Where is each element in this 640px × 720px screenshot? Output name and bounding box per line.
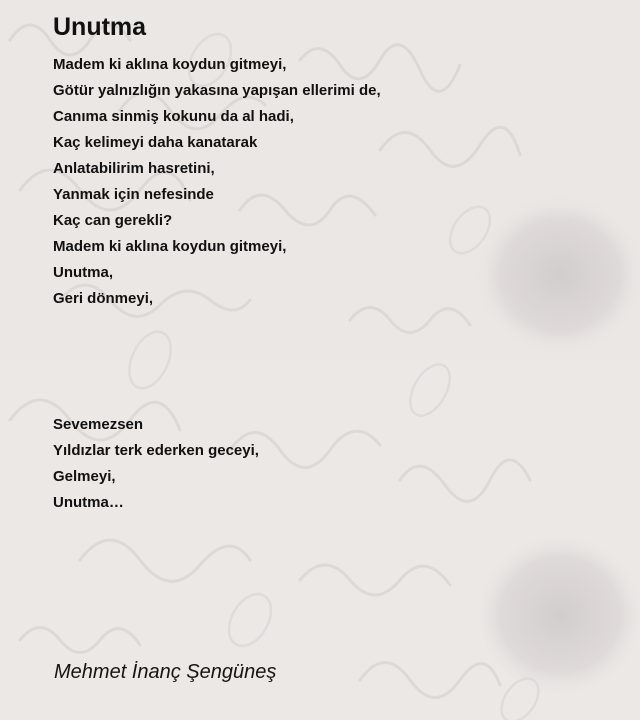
stanza-2 xyxy=(53,412,259,516)
poem-line: Kaç can gerekli? xyxy=(53,212,173,229)
poem-line: Anlatabilirim hasretini, xyxy=(53,160,215,177)
poem-title: Unutma xyxy=(53,13,147,41)
poem-line: Geri dönmeyi, xyxy=(53,290,154,307)
poem-line: Madem ki aklına koydun gitmeyi, xyxy=(53,238,287,255)
poem-line: Sevemezsen xyxy=(53,416,144,433)
poem-line: Götür yalnızlığın yakasına yapışan ellerimi de, xyxy=(53,82,381,99)
poem-line: Canıma sinmiş kokunu da al hadi, xyxy=(53,108,294,125)
poem-line: Madem ki aklına koydun gitmeyi, xyxy=(53,56,287,73)
poem-author: Mehmet İnanç Şengüneş xyxy=(54,661,277,683)
poem-line: Unutma, xyxy=(53,264,113,281)
poem-line: Yanmak için nefesinde xyxy=(53,186,214,203)
stanza-1 xyxy=(53,52,381,312)
poem-line: Gelmeyi, xyxy=(53,468,116,485)
poem-line: Unutma… xyxy=(53,494,124,511)
poem-line: Kaç kelimeyi daha kanatarak xyxy=(53,134,258,151)
poem-line: Yıldızlar terk ederken geceyi, xyxy=(53,442,259,459)
